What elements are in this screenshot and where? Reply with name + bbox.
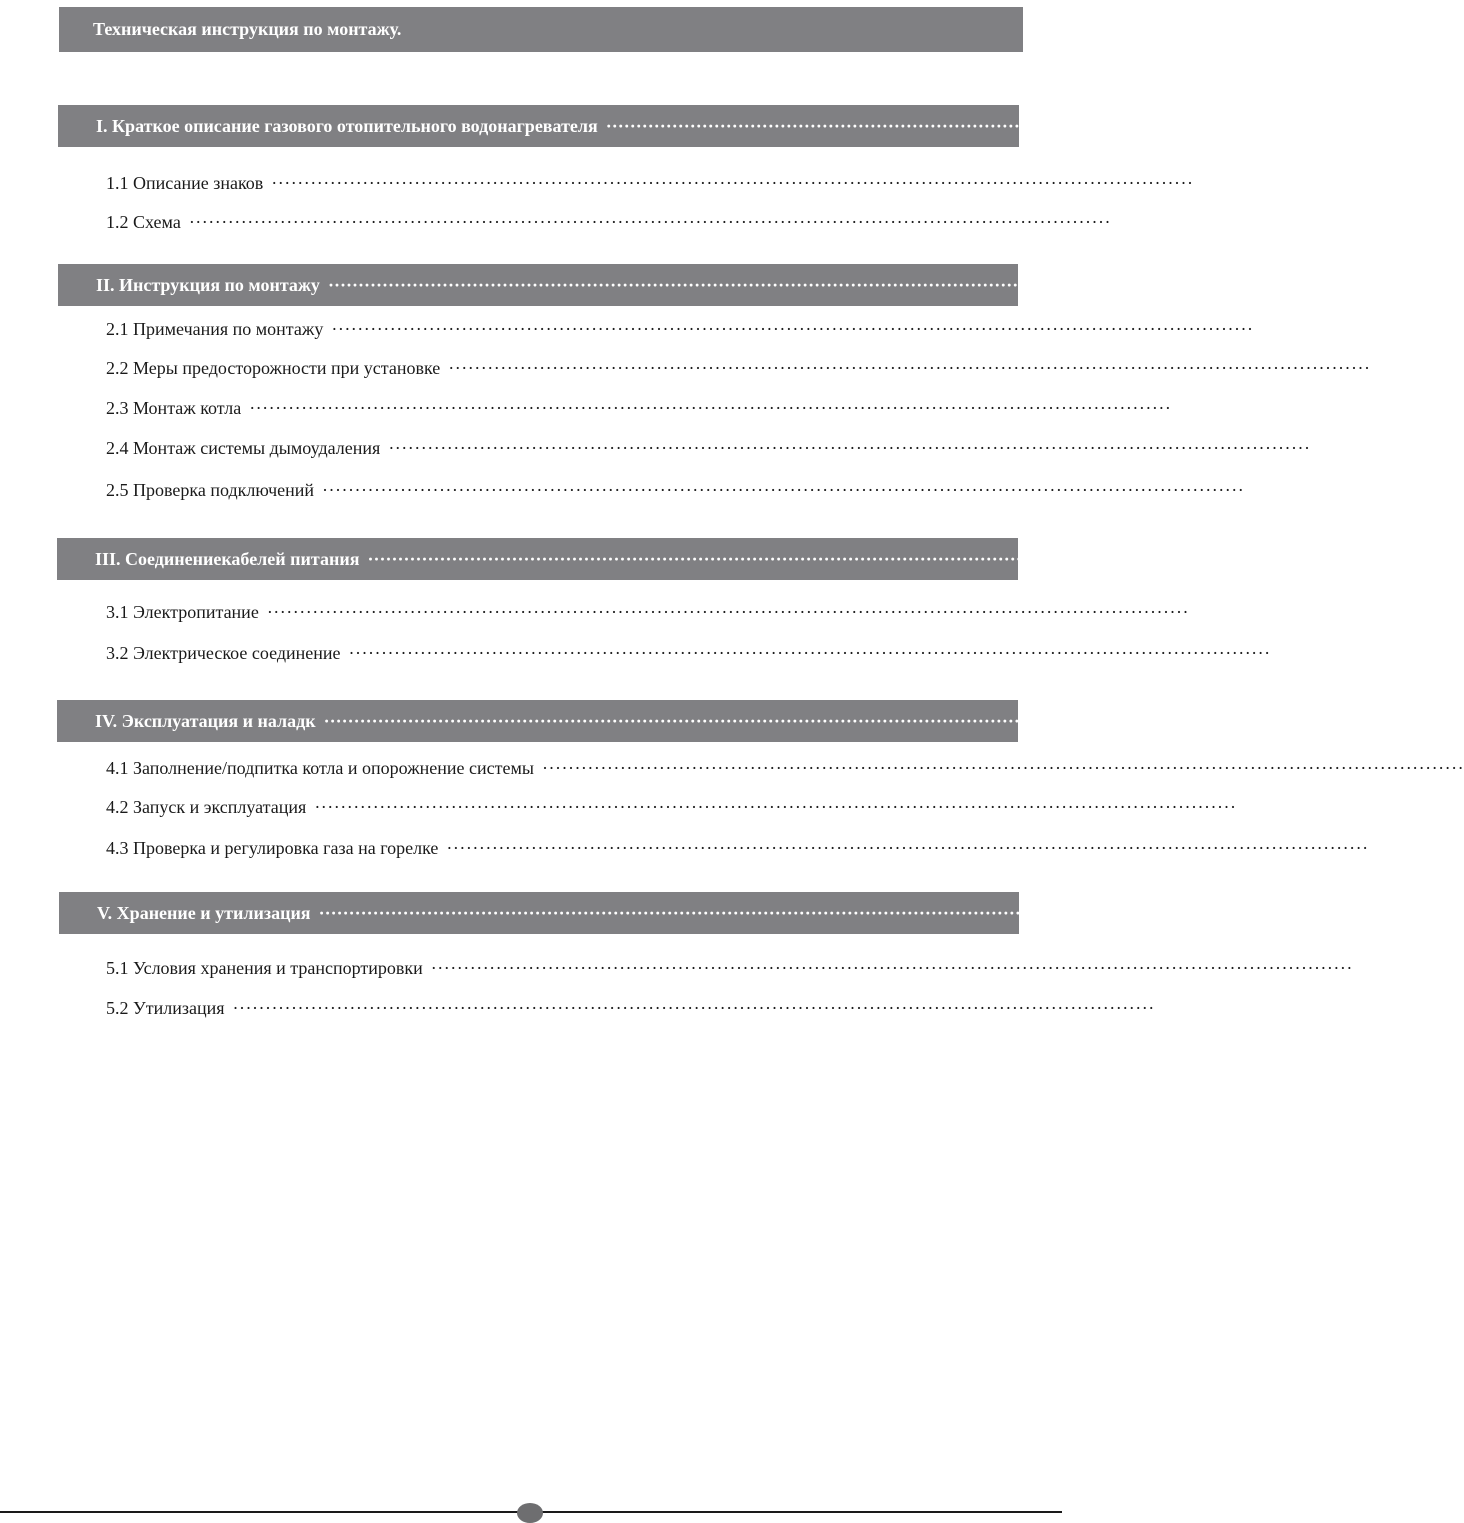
toc-section-1[interactable] xyxy=(58,105,1459,147)
toc-section-label: II. Инструкция по монтажу xyxy=(96,274,320,295)
toc-section-label: IV. Эксплуатация и наладк xyxy=(95,710,316,731)
toc-leader-dots: ·············································································································································· xyxy=(323,710,1177,731)
toc-leader-dots: ·············································································································································· xyxy=(430,958,1353,978)
page-number-marker xyxy=(517,1503,543,1523)
toc-item-label: 3.2 Электрическое соединение xyxy=(106,643,341,663)
toc-leader-dots: ·············································································································································· xyxy=(348,643,1271,663)
toc-item-label: 1.2 Схема xyxy=(106,212,181,232)
toc-leader-dots: ·············································································································································· xyxy=(448,358,1371,378)
toc-item-label: 2.4 Монтаж системы дымоудаления xyxy=(106,438,381,458)
toc-item-4-1[interactable] xyxy=(106,758,1464,784)
toc-leader-dots: ·············································································································································· xyxy=(188,212,1111,232)
toc-section-label: III. Соединениекабелей питания xyxy=(95,548,360,569)
toc-leader-dots: ·············································································································································· xyxy=(249,398,1172,418)
toc-item-label: 4.2 Запуск и эксплуатация xyxy=(106,797,307,817)
toc-item-label: 5.1 Условия хранения и транспортировки xyxy=(106,958,423,978)
toc-item-2-1[interactable] xyxy=(106,319,1254,345)
toc-item-2-4[interactable] xyxy=(106,438,1311,464)
toc-item-label: 2.5 Проверка подключений xyxy=(106,480,315,500)
toc-item-1-2[interactable] xyxy=(106,212,1111,238)
document-title-banner xyxy=(59,7,1023,52)
toc-item-1-1[interactable] xyxy=(106,173,1194,199)
toc-leader-dots: ·············································································································································· xyxy=(367,548,1220,569)
toc-item-label: 5.2 Утилизация xyxy=(106,998,225,1018)
toc-leader-dots: ·············································································································································· xyxy=(541,758,1464,778)
toc-section-3[interactable] xyxy=(57,538,1220,580)
toc-section-label: I. Краткое описание газового отопительного водонагревателя xyxy=(96,115,598,136)
toc-item-label: 1.1 Описание знаков xyxy=(106,173,264,193)
toc-leader-dots: ·············································································································································· xyxy=(605,115,1459,136)
toc-leader-dots: ·············································································································································· xyxy=(271,173,1194,193)
toc-item-3-2[interactable] xyxy=(106,643,1271,669)
toc-item-label: 2.3 Монтаж котла xyxy=(106,398,242,418)
toc-leader-dots: ·············································································································································· xyxy=(327,274,1181,295)
toc-leader-dots: ·············································································································································· xyxy=(314,797,1237,817)
toc-item-2-3[interactable] xyxy=(106,398,1172,424)
toc-leader-dots: ·············································································································································· xyxy=(322,480,1245,500)
toc-item-label: 4.1 Заполнение/подпитка котла и опорожнение системы xyxy=(106,758,534,778)
toc-section-2[interactable] xyxy=(58,264,1181,306)
toc-item-5-1[interactable] xyxy=(106,958,1353,984)
document-title: Техническая инструкция по монтажу. xyxy=(93,19,402,39)
toc-leader-dots: ·············································································································································· xyxy=(232,998,1155,1018)
toc-item-2-5[interactable] xyxy=(106,480,1245,506)
toc-item-label: 2.2 Меры предосторожности при установке xyxy=(106,358,441,378)
toc-item-label: 3.1 Электропитание xyxy=(106,602,259,622)
toc-item-3-1[interactable] xyxy=(106,602,1189,628)
toc-item-4-3[interactable] xyxy=(106,838,1369,864)
toc-leader-dots: ·············································································································································· xyxy=(388,438,1311,458)
toc-leader-dots: ·············································································································································· xyxy=(318,902,1171,923)
toc-item-2-2[interactable] xyxy=(106,358,1371,384)
toc-item-label: 2.1 Примечания по монтажу xyxy=(106,319,324,339)
toc-section-4[interactable] xyxy=(57,700,1177,742)
toc-item-4-2[interactable] xyxy=(106,797,1237,823)
toc-leader-dots: ·············································································································································· xyxy=(266,602,1189,622)
toc-item-label: 4.3 Проверка и регулировка газа на горелке xyxy=(106,838,439,858)
toc-item-5-2[interactable] xyxy=(106,998,1155,1024)
toc-section-5[interactable] xyxy=(59,892,1171,934)
toc-leader-dots: ·············································································································································· xyxy=(446,838,1369,858)
toc-section-label: V. Хранение и утилизация xyxy=(97,902,311,923)
toc-leader-dots: ·············································································································································· xyxy=(331,319,1254,339)
